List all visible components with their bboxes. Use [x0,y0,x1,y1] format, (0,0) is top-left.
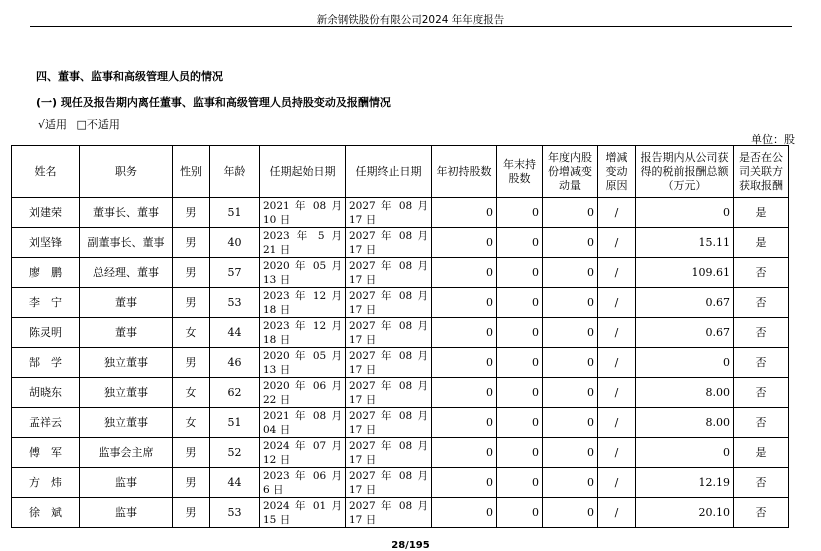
column-header: 性别 [173,146,210,198]
name-cell: 郜 学 [12,348,80,378]
compensation-cell: 0.67 [636,318,734,348]
name-cell: 李 宁 [12,288,80,318]
term-start-cell: 2021 年 08 月 04 日 [260,408,346,438]
term-end-cell: 2027 年 08 月 17 日 [346,408,432,438]
term-end-cell: 2027 年 08 月 17 日 [346,498,432,528]
opening-shares-cell: 0 [432,438,497,468]
closing-shares-cell: 0 [497,408,543,438]
change-reason-cell: / [598,228,636,258]
table-row [12,468,789,498]
column-header: 任期起始日期 [260,146,346,198]
name-cell: 刘建荣 [12,198,80,228]
term-start-cell: 2020 年 05 月 13 日 [260,348,346,378]
compensation-cell: 0.67 [636,288,734,318]
gender-cell: 男 [173,228,210,258]
opening-shares-cell: 0 [432,198,497,228]
gender-cell: 男 [173,348,210,378]
term-start-cell: 2023 年 12 月 18 日 [260,288,346,318]
closing-shares-cell: 0 [497,378,543,408]
page-number: 28/195 [391,540,430,551]
term-end-cell: 2027 年 08 月 17 日 [346,258,432,288]
compensation-cell: 12.19 [636,468,734,498]
age-cell: 62 [210,378,260,408]
term-end-cell: 2027 年 08 月 17 日 [346,438,432,468]
share-change-cell: 0 [543,318,598,348]
age-cell: 52 [210,438,260,468]
share-change-cell: 0 [543,288,598,318]
position-cell: 总经理、董事 [80,258,173,288]
compensation-cell: 0 [636,198,734,228]
unit-label: 单位：股 [751,133,795,146]
gender-cell: 男 [173,468,210,498]
related-party-cell: 是 [734,228,789,258]
gender-cell: 男 [173,258,210,288]
age-cell: 53 [210,288,260,318]
term-end-cell: 2027 年 08 月 17 日 [346,468,432,498]
age-cell: 53 [210,498,260,528]
position-cell: 独立董事 [80,408,173,438]
position-cell: 董事 [80,288,173,318]
opening-shares-cell: 0 [432,228,497,258]
compensation-cell: 15.11 [636,228,734,258]
related-party-cell: 否 [734,408,789,438]
column-header: 年龄 [210,146,260,198]
table-row [12,228,789,258]
table-header-row [12,146,789,198]
age-cell: 40 [210,228,260,258]
term-end-cell: 2027 年 08 月 17 日 [346,378,432,408]
name-cell: 傅 军 [12,438,80,468]
table-row [12,438,789,468]
term-end-cell: 2027 年 08 月 17 日 [346,228,432,258]
share-change-cell: 0 [543,438,598,468]
related-party-cell: 否 [734,288,789,318]
name-cell: 孟祥云 [12,408,80,438]
closing-shares-cell: 0 [497,348,543,378]
gender-cell: 女 [173,318,210,348]
column-header: 职务 [80,146,173,198]
applicability-options [38,116,126,132]
term-start-cell: 2024 年 07 月 12 日 [260,438,346,468]
change-reason-cell: / [598,378,636,408]
not-applicable-option: □不适用 [76,118,120,131]
column-header: 是否在公司关联方获取报酬 [734,146,789,198]
closing-shares-cell: 0 [497,318,543,348]
name-cell: 胡晓东 [12,378,80,408]
gender-cell: 男 [173,198,210,228]
column-header: 年初持股数 [432,146,497,198]
position-cell: 副董事长、董事 [80,228,173,258]
age-cell: 51 [210,408,260,438]
term-start-cell: 2023 年 12 月 18 日 [260,318,346,348]
related-party-cell: 是 [734,198,789,228]
table-row [12,348,789,378]
column-header: 增减变动原因 [598,146,636,198]
opening-shares-cell: 0 [432,468,497,498]
share-change-cell: 0 [543,198,598,228]
compensation-cell: 0 [636,438,734,468]
opening-shares-cell: 0 [432,288,497,318]
gender-cell: 男 [173,288,210,318]
opening-shares-cell: 0 [432,318,497,348]
change-reason-cell: / [598,258,636,288]
column-header: 任期终止日期 [346,146,432,198]
gender-cell: 男 [173,438,210,468]
compensation-cell: 8.00 [636,378,734,408]
related-party-cell: 否 [734,498,789,528]
change-reason-cell: / [598,408,636,438]
related-party-cell: 否 [734,318,789,348]
table-row [12,378,789,408]
table-row [12,318,789,348]
age-cell: 46 [210,348,260,378]
name-cell: 陈灵明 [12,318,80,348]
table-row [12,198,789,228]
closing-shares-cell: 0 [497,498,543,528]
position-cell: 监事会主席 [80,438,173,468]
term-end-cell: 2027 年 08 月 17 日 [346,198,432,228]
term-start-cell: 2023 年 06 月 6 日 [260,468,346,498]
table-row [12,498,789,528]
share-change-cell: 0 [543,408,598,438]
change-reason-cell: / [598,348,636,378]
name-cell: 廖 鹏 [12,258,80,288]
position-cell: 董事长、董事 [80,198,173,228]
share-change-cell: 0 [543,468,598,498]
position-cell: 监事 [80,468,173,498]
column-header: 年度内股份增减变动量 [543,146,598,198]
closing-shares-cell: 0 [497,468,543,498]
column-header: 报告期内从公司获得的税前报酬总额（万元） [636,146,734,198]
share-change-cell: 0 [543,258,598,288]
term-start-cell: 2024 年 01 月 15 日 [260,498,346,528]
header-rule [30,26,792,27]
section-title: 四、董事、监事和高级管理人员的情况 [36,70,223,83]
position-cell: 独立董事 [80,348,173,378]
term-start-cell: 2021 年 08 月 10 日 [260,198,346,228]
age-cell: 57 [210,258,260,288]
opening-shares-cell: 0 [432,378,497,408]
position-cell: 董事 [80,318,173,348]
column-header: 姓名 [12,146,80,198]
closing-shares-cell: 0 [497,438,543,468]
age-cell: 51 [210,198,260,228]
gender-cell: 女 [173,408,210,438]
opening-shares-cell: 0 [432,258,497,288]
name-cell: 徐 斌 [12,498,80,528]
share-change-cell: 0 [543,498,598,528]
related-party-cell: 否 [734,258,789,288]
term-end-cell: 2027 年 08 月 17 日 [346,348,432,378]
change-reason-cell: / [598,438,636,468]
gender-cell: 女 [173,378,210,408]
share-change-cell: 0 [543,228,598,258]
closing-shares-cell: 0 [497,198,543,228]
applicable-option: √适用 [38,118,68,131]
term-start-cell: 2020 年 06 月 22 日 [260,378,346,408]
directors-table [11,145,789,528]
table-row [12,288,789,318]
change-reason-cell: / [598,318,636,348]
subsection-title: (一) 现任及报告期内离任董事、监事和高级管理人员持股变动及报酬情况 [36,96,391,109]
position-cell: 监事 [80,498,173,528]
closing-shares-cell: 0 [497,228,543,258]
term-start-cell: 2020 年 05 月 13 日 [260,258,346,288]
compensation-cell: 0 [636,348,734,378]
opening-shares-cell: 0 [432,498,497,528]
column-header: 年末持股数 [497,146,543,198]
change-reason-cell: / [598,468,636,498]
name-cell: 刘坚锋 [12,228,80,258]
table-row [12,408,789,438]
share-change-cell: 0 [543,348,598,378]
opening-shares-cell: 0 [432,408,497,438]
running-header: 新余钢铁股份有限公司2024 年年度报告 [316,14,505,26]
closing-shares-cell: 0 [497,288,543,318]
compensation-cell: 8.00 [636,408,734,438]
related-party-cell: 是 [734,438,789,468]
closing-shares-cell: 0 [497,258,543,288]
change-reason-cell: / [598,498,636,528]
opening-shares-cell: 0 [432,348,497,378]
table-row [12,258,789,288]
related-party-cell: 否 [734,378,789,408]
change-reason-cell: / [598,198,636,228]
name-cell: 方 炜 [12,468,80,498]
term-end-cell: 2027 年 08 月 17 日 [346,318,432,348]
age-cell: 44 [210,318,260,348]
related-party-cell: 否 [734,468,789,498]
compensation-cell: 20.10 [636,498,734,528]
share-change-cell: 0 [543,378,598,408]
position-cell: 独立董事 [80,378,173,408]
compensation-cell: 109.61 [636,258,734,288]
age-cell: 44 [210,468,260,498]
change-reason-cell: / [598,288,636,318]
gender-cell: 男 [173,498,210,528]
related-party-cell: 否 [734,348,789,378]
term-end-cell: 2027 年 08 月 17 日 [346,288,432,318]
term-start-cell: 2023 年 5 月 21 日 [260,228,346,258]
